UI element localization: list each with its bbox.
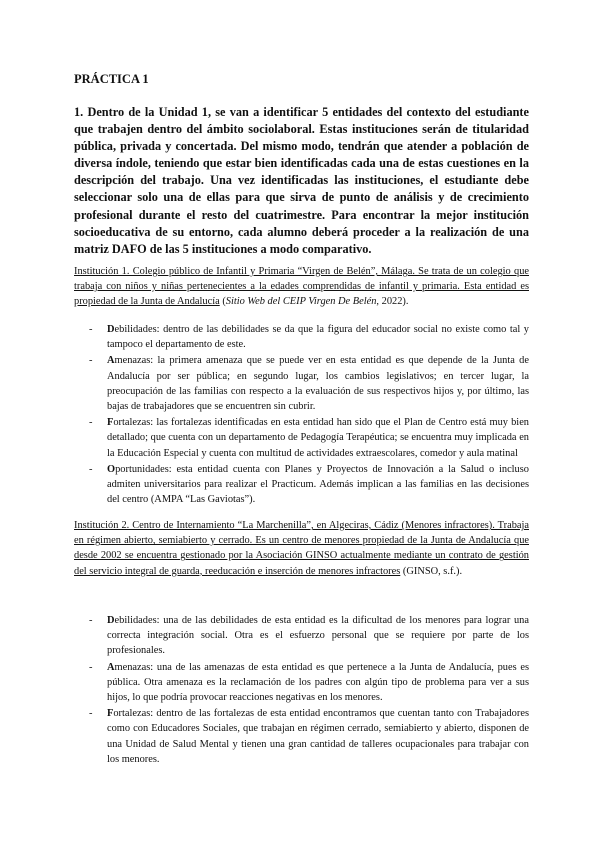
dafo-text: : una de las amenazas de esta entidad es que pertenece a la Junta de Andalucía, pues es pública. Otra amenaza es la reclamación de los padres con algún tipo de problema para ver a sus hijos, lo que podría provocar reacciones negativas en los menores. (107, 661, 529, 704)
institution-1-citation-open: ( (219, 296, 226, 308)
dafo-term: D (107, 615, 115, 626)
dafo-text: : dentro de las debilidades se da que la figura del educador social no existe como tal y tampoco el departamento de este. (107, 324, 529, 351)
dafo-term-rest: ebilidades (114, 324, 157, 335)
dafo-term: F (107, 417, 114, 429)
assignment-statement: 1. Dentro de la Unidad 1, se van a identificar 5 entidades del contexto del estudiante que trabajen dentro del ámbito sociolaboral. Estas instituciones serán de titularidad pública, privada y concertada. Del mismo modo, tendrán que atender a población de diversa índole, teniendo que estar bien identificadas cada una de estas cuestiones en la descripción del trabajo. Una vez identificadas las instituciones, el estudiante debe seleccionar solo una de ellas para que sirva de punto de análisis y de crecimiento profesional durante el resto del cuatrimestre. Para encontrar la mejor institución socioeducativa de su entorno, cada alumno deberá proceder a la realización de una matriz DAFO de las 5 instituciones a modo comparativo. (74, 105, 529, 256)
institution-1-heading: Institución 1. Colegio público de Infantil y Primaria “Virgen de Belén”, Málaga. Se trata de un colegio que trabaja con niños y niñas pertenecientes a la edades comprendidas de infantil y primaria. Esta entidad es propiedad de la Junta de Andalucía (74, 266, 529, 308)
dafo-text: : la primera amenaza que se puede ver en esta entidad es que depende de la Junta de Andalucía por ser pública; en segundo lugar, los cambios legislativos; en tercer lugar, la preocupación de las familias con respecto a la evaluación de sus respectivos hijos y, por último, las bajas de trabajadores que se encuentren sin cubrir. (107, 355, 529, 413)
list-item: - Oportunidades: esta entidad cuenta con Planes y Proyectos de Innovación a la Salud o incluso admiten universitarios para realizar el Practicum. Además implican a las familias en las decisiones del centro (AMPA “Las Gaviotas”). (89, 463, 529, 506)
dafo-text: : una de las debilidades de esta entidad es la dificultad de los menores para lograr una correcta integración social. Otra es el esfuerzo personal que se requiere por parte de los profesionales. (107, 615, 529, 657)
list-item: - Debilidades: dentro de las debilidades se da que la figura del educador social no existe como tal y tampoco el departamento de este. (89, 324, 529, 351)
list-item: - Amenazas: la primera amenaza que se puede ver en esta entidad es que depende de la Junta de Andalucía por ser pública; en segundo lugar, los cambios legislativos; en tercer lugar, la preocupación de las familias con respecto a la evaluación de sus respectivos hijos y, por último, las bajas de trabajadores que se encuentren sin cubrir. (89, 355, 529, 413)
dafo-term: F (107, 708, 114, 720)
institution-1-dafo-list (74, 322, 529, 508)
list-item: - Fortalezas: las fortalezas identificadas en esta entidad han sido que el Plan de Centro está muy bien detallado; que cuenta con un departamento de Pedagogía Terapéutica; se encuentra muy implicada en la Educación Especial y cuenta con multitud de actividades extraescolares, comedor y aula matinal (89, 417, 529, 459)
institution-2-description (74, 518, 529, 579)
list-item: - Fortalezas: dentro de las fortalezas de esta entidad encontramos que cuentan tanto con Trabajadores como con Educadores Sociales, que trabajan en régimen cerrado, semiabierto y abierto, disponen de una Unidad de Salud Mental y tienen una gran cantidad de talleres ocupacionales para trabajar con los menores. (89, 708, 529, 765)
list-item: - Amenazas: una de las amenazas de esta entidad es que pertenece a la Junta de Andalucía, pues es pública. Otra amenaza es la reclamación de los padres con algún tipo de problema para ver a sus hijos, lo que podría provocar reacciones negativas en los menores. (89, 661, 529, 704)
institution-2-dafo-list (74, 613, 529, 768)
dafo-term-rest: ortalezas (113, 708, 151, 720)
dafo-term-rest: ortalezas (113, 417, 151, 429)
dafo-term-rest: portunidades (115, 463, 169, 475)
dafo-term: A (107, 355, 115, 367)
dafo-term: O (107, 463, 116, 475)
dafo-text: : dentro de las fortalezas de esta entidad encontramos que cuentan tanto con Trabajadores como con Educadores Sociales, que trabajan en régimen cerrado, semiabierto y abierto, disponen de una Unidad de Salud Mental y tienen una gran cantidad de talleres ocupacionales para trabajar con los menores. (107, 708, 529, 765)
page-title: PRÁCTICA 1 (74, 72, 149, 86)
list-item: - Debilidades: una de las debilidades de esta entidad es la dificultad de los menores para lograr una correcta integración social. Otra es el esfuerzo personal que se requiere por parte de los profesionales. (89, 615, 529, 657)
dafo-term-rest: menazas (114, 661, 151, 673)
institution-1-description (74, 264, 529, 310)
dafo-text: : esta entidad cuenta con Planes y Proyectos de Innovación a la Salud o incluso admiten universitarios para realizar el Practicum. Además implican a las familias en las decisiones del centro (AMPA “Las Gaviotas”). (107, 463, 529, 506)
dafo-term: D (107, 324, 115, 335)
institution-2-heading: Institución 2. Centro de Internamiento “La Marchenilla”, en Algeciras, Cádiz (Menores infractores). Trabaja en régimen abierto, semiabierto y cerrado. Es un centro de menores propiedad de la Junta de Andalucía que desde 2002 se encuentra gestionado por la Asociación GINSO actualmente mediante un contrato de gestión del servicio integral de guarda, reeducación e inserción de menores infractores (74, 520, 529, 577)
dafo-term-rest: menazas (114, 355, 151, 367)
dafo-term: A (107, 661, 115, 673)
dafo-text: : las fortalezas identificadas en esta entidad han sido que el Plan de Centro está muy bien detallado; que cuenta con un departamento de Pedagogía Terapéutica; se encuentra muy implicada en la Educación Especial y cuenta con multitud de actividades extraescolares, comedor y aula matinal (107, 417, 529, 459)
dafo-term-rest: ebilidades (114, 615, 157, 626)
institution-2-citation: (GINSO, s.f.). (400, 565, 463, 577)
institution-1-citation-source: Sitio Web del CEIP Virgen De Belén (225, 296, 377, 308)
institution-1-citation-close: , 2022). (376, 296, 409, 308)
